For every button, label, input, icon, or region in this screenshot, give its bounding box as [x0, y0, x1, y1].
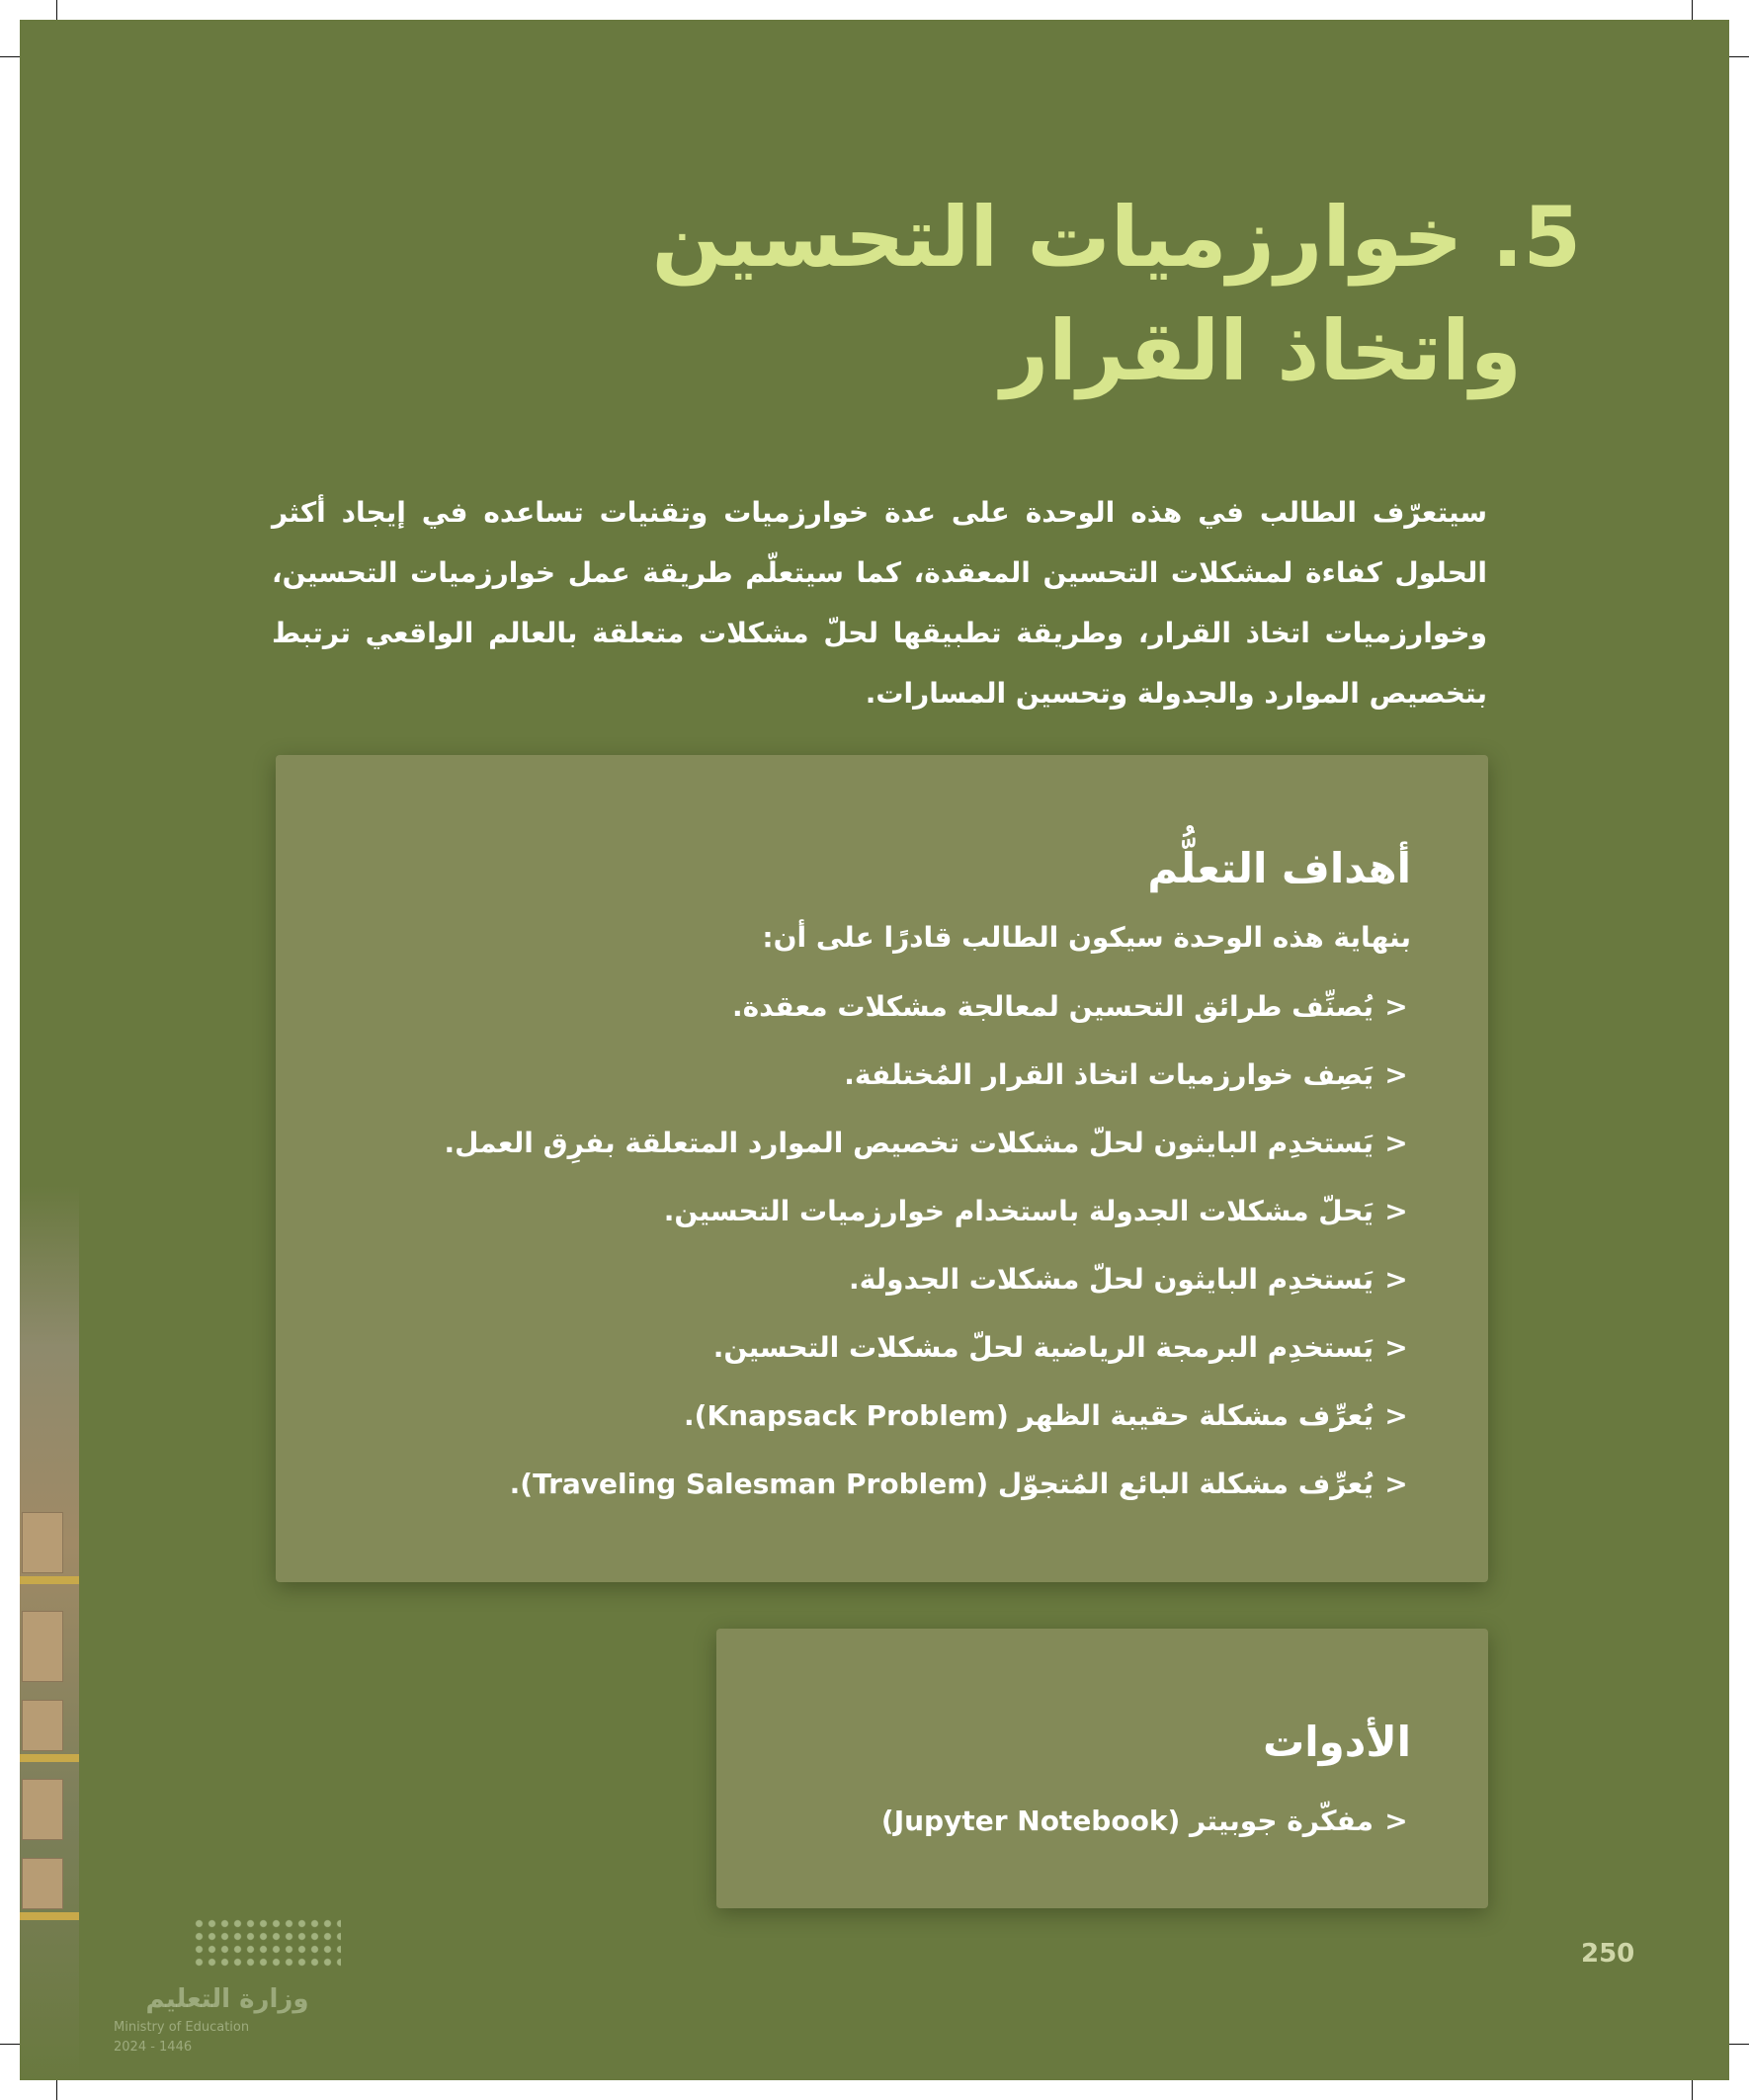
ministry-logo: [114, 1917, 341, 2056]
logo-pattern-icon: [193, 1917, 341, 1967]
unit-title-line-1: 5. خوارزميات التحسين: [651, 189, 1581, 286]
logo-year: 2024 - 1446: [114, 2040, 193, 2055]
list-item: [445, 1121, 1412, 1189]
unit-title-line-2: واتخاذ القرار: [1000, 302, 1522, 399]
tools-card: [716, 1629, 1488, 1908]
chevron-bullet-icon: <: [1384, 1058, 1408, 1091]
learning-goals-heading: أهداف التعلُّم: [1147, 844, 1411, 892]
goal-text: يَصِف خوارزميات اتخاذ القرار المُختلفة.: [844, 1058, 1374, 1091]
chevron-bullet-icon: <: [1384, 1127, 1408, 1159]
list-item: [445, 1462, 1412, 1530]
goal-text: يُعرِّف مشكلة البائع المُتجوّل (Traveling Salesman Problem).: [509, 1468, 1374, 1500]
logo-arabic-text: وزارة التعليم: [145, 1984, 309, 2014]
tools-heading: الأدوات: [1263, 1718, 1411, 1766]
learning-goals-lead: بنهاية هذه الوحدة سيكون الطالب قادرًا على أن:: [762, 921, 1411, 954]
tools-list: [881, 1799, 1411, 1867]
page-number: 250: [1581, 1939, 1635, 1969]
chevron-bullet-icon: <: [1384, 1263, 1408, 1296]
chevron-bullet-icon: <: [1384, 1468, 1408, 1500]
tool-text: مفكّرة جوبيتر (Jupyter Notebook): [880, 1805, 1374, 1837]
chevron-bullet-icon: <: [1384, 1399, 1408, 1432]
goal-text: يُصنِّف طرائق التحسين لمعالجة مشكلات معقدة.: [731, 990, 1374, 1023]
unit-intro-paragraph: سيتعرّف الطالب في هذه الوحدة على عدة خوارزميات وتقنيات تساعده في إيجاد أكثر الحلول كفاءة لمشكلات التحسين المعقدة، كما سيتعلّم طريقة عمل خوارزميات التحسين، وخوارزميات اتخاذ القرار، وطريقة تطبيقها لحلّ مشكلات متعلقة بالعالم الواقعي ترتبط بتخصيص الموارد والجدولة وتحسين المسارات.: [272, 496, 1487, 710]
list-item: [445, 1393, 1412, 1462]
learning-goals-list: [445, 984, 1412, 1530]
chevron-bullet-icon: <: [1384, 1331, 1408, 1364]
chevron-bullet-icon: <: [1384, 1805, 1408, 1837]
chevron-bullet-icon: <: [1384, 1195, 1408, 1227]
list-item: [445, 984, 1412, 1052]
goal-text: يَحلّ مشكلات الجدولة باستخدام خوارزميات التحسين.: [663, 1195, 1374, 1227]
logo-english-text: Ministry of Education: [114, 2020, 250, 2035]
chevron-bullet-icon: <: [1384, 990, 1408, 1023]
list-item: [445, 1257, 1412, 1325]
list-item: [445, 1052, 1412, 1121]
list-item: [445, 1189, 1412, 1257]
list-item: [445, 1325, 1412, 1393]
list-item: [881, 1799, 1411, 1867]
learning-goals-card: [276, 755, 1488, 1582]
warehouse-shelf-image: [20, 1186, 79, 2080]
goal-text: يَستخدِم البايثون لحلّ مشكلات تخصيص الموارد المتعلقة بفرِق العمل.: [444, 1127, 1374, 1159]
goal-text: يَستخدِم البايثون لحلّ مشكلات الجدولة.: [849, 1263, 1374, 1296]
goal-text: يَستخدِم البرمجة الرياضية لحلّ مشكلات التحسين.: [712, 1331, 1374, 1364]
goal-text: يُعرِّف مشكلة حقيبة الظهر (Knapsack Problem).: [684, 1399, 1374, 1432]
